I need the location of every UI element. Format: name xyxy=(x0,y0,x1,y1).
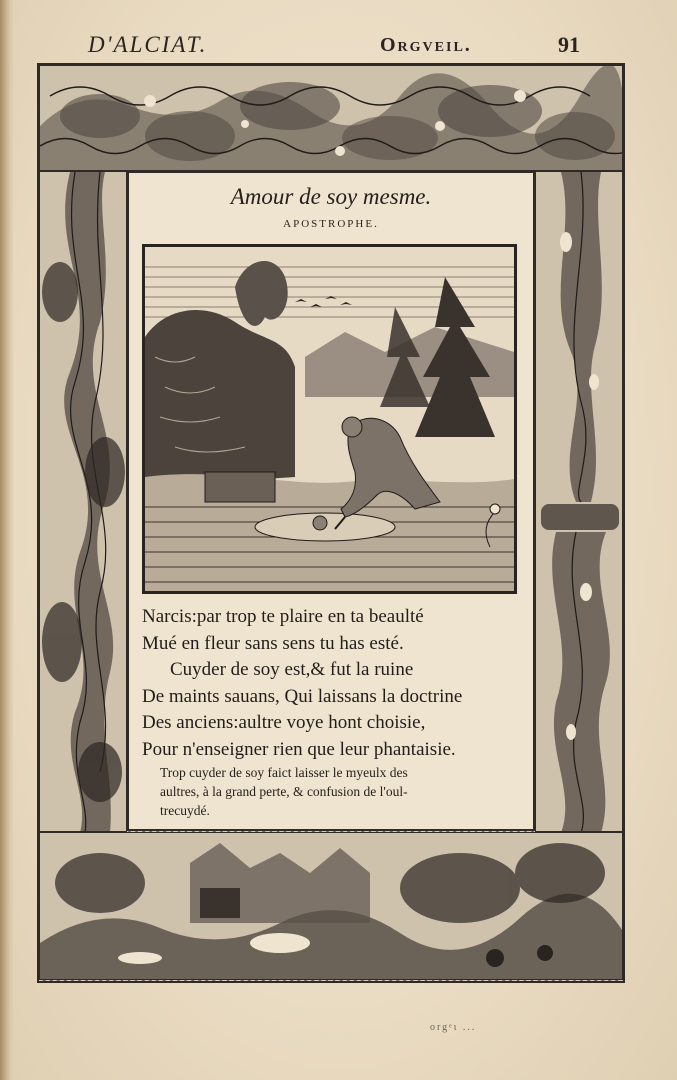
border-top-foliage-icon xyxy=(39,65,623,171)
bleed-through-mark: ᴏrgᵉɩ ... xyxy=(430,1022,477,1033)
emblem-moral xyxy=(160,763,528,820)
moral-line: aultres, à la grand perte, & confusion de l'oul- xyxy=(160,784,408,799)
page-gutter xyxy=(0,0,14,1080)
border-bottom-landscape-icon xyxy=(39,832,623,980)
moral-line: Trop cuyder de soy faict laisser le myeulx des xyxy=(160,765,408,780)
verse-line: Cuyder de soy est,& fut la ruine xyxy=(170,659,414,680)
verse-line: Mué en fleur sans sens tu has esté. xyxy=(142,632,404,654)
border-right-figures-icon xyxy=(535,171,623,832)
verse-line: Pour n'enseigner rien que leur phantaisie. xyxy=(142,738,456,760)
page-number: 91 xyxy=(558,32,580,57)
header-author: D'ALCIAT. xyxy=(88,32,208,57)
narcissus-woodcut-icon xyxy=(142,244,517,594)
verse-line: Narcis:par trop te plaire en ta beaulté xyxy=(142,606,424,627)
border-left-tree-icon xyxy=(39,171,127,832)
emblem-subtitle: APOSTROPHE. xyxy=(283,218,379,230)
moral-line: trecuydé. xyxy=(160,803,210,818)
running-header xyxy=(0,30,677,64)
emblem-title: Amour de soy mesme. xyxy=(230,184,432,209)
header-section: Orgveil. xyxy=(380,34,472,56)
emblem-verse xyxy=(142,604,527,763)
verse-line: Des anciens:aultre voye hont choisie, xyxy=(142,712,426,733)
verse-line: De maints sauans, Qui laissans la doctrine xyxy=(142,685,463,707)
